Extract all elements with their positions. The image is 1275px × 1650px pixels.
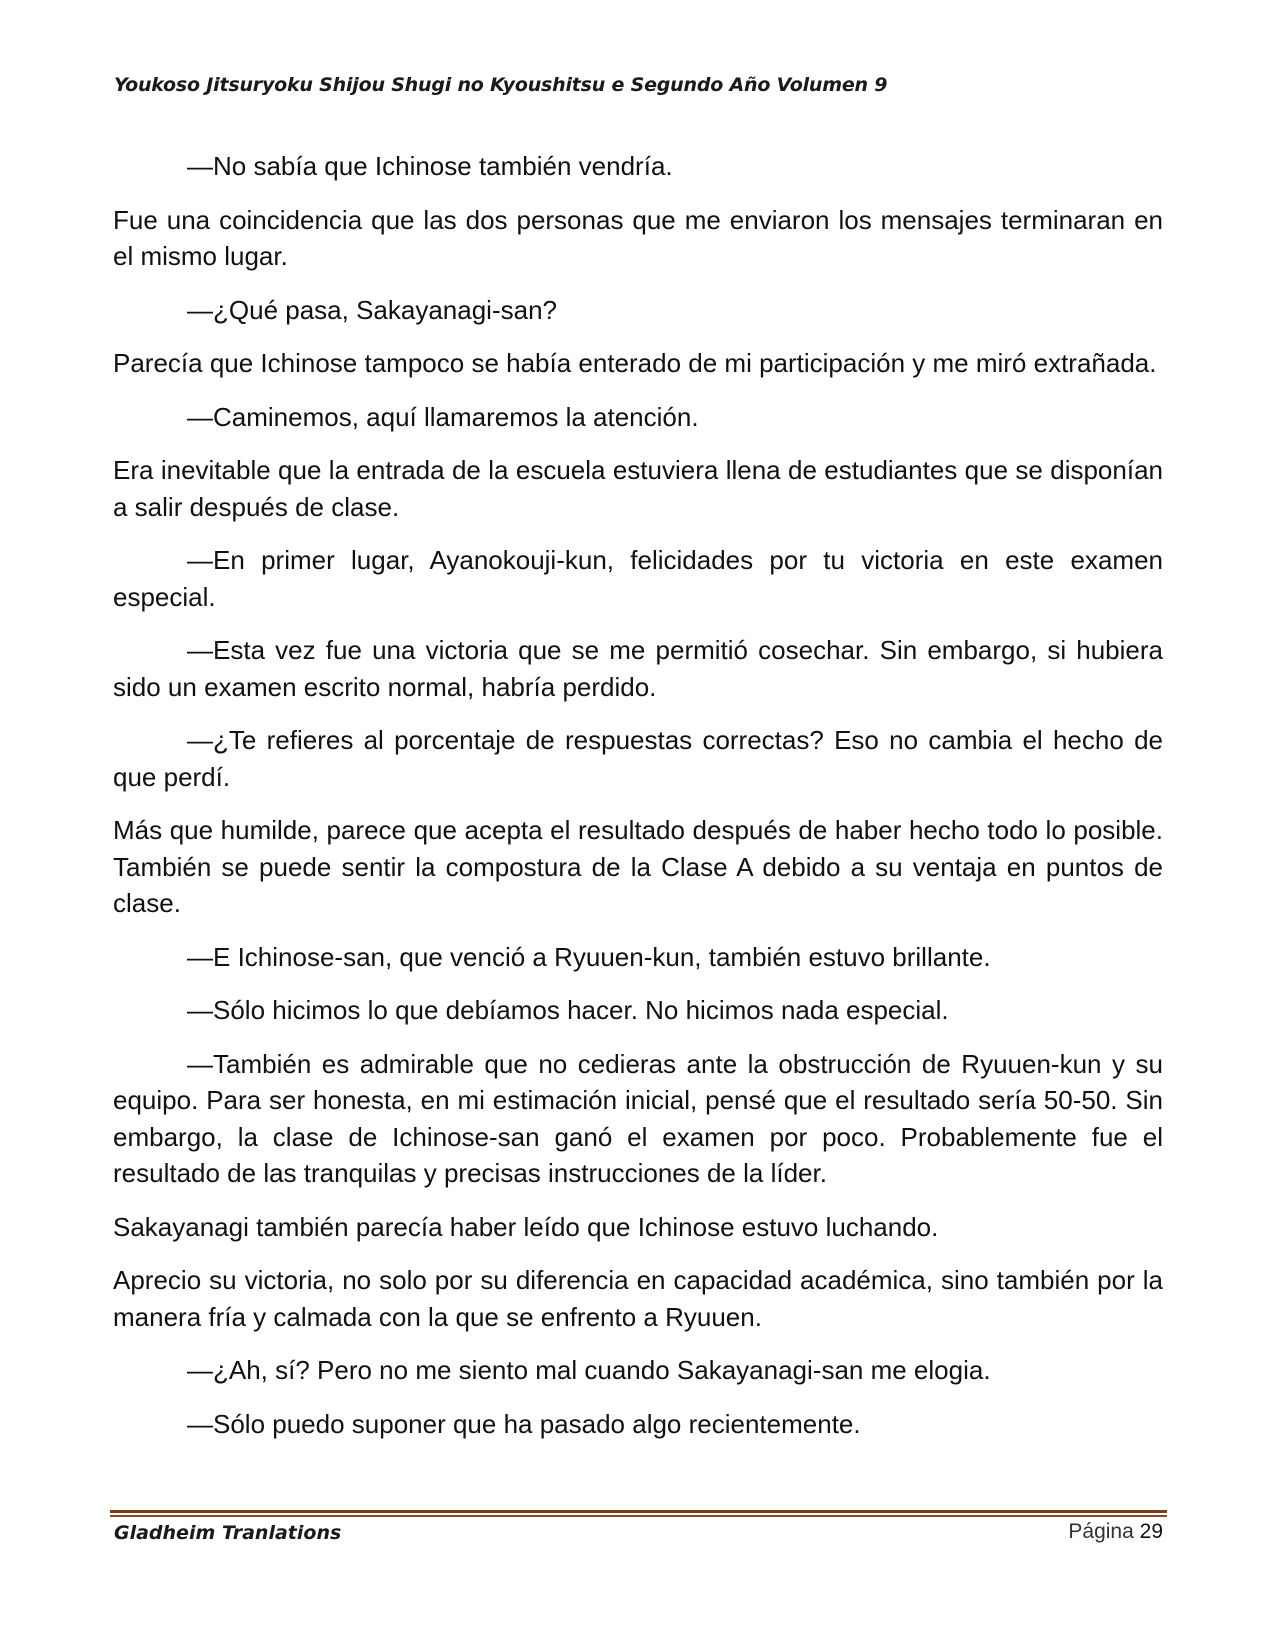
dialogue-paragraph: —En primer lugar, Ayanokouji-kun, felicidades por tu victoria en este examen especial. [113, 545, 1163, 612]
narration-paragraph: Parecía que Ichinose tampoco se había enterado de mi participación y me miró extrañada. [113, 348, 1157, 378]
dialogue-paragraph: —No sabía que Ichinose también vendría. [187, 151, 673, 181]
dialogue-paragraph: —¿Qué pasa, Sakayanagi-san? [187, 294, 557, 325]
narration-paragraph: Sakayanagi también parecía haber leído que Ichinose estuvo luchando. [113, 1211, 939, 1242]
narration-paragraph: Más que humilde, parece que acepta el resultado después de haber hecho todo lo posible. También se puede sentir la compostura de la Clase A debido a su ventaja en puntos de clase. [113, 815, 1163, 918]
footer-credit: Gladheim Tranlations [114, 1522, 342, 1544]
narration-paragraph: Era inevitable que la entrada de la escuela estuviera llena de estudiantes que se disponían a salir después de clase. [113, 455, 1163, 522]
page-number: 29 [1139, 1520, 1163, 1543]
dialogue-paragraph: —¿Te refieres al porcentaje de respuestas correctas? Eso no cambia el hecho de que perdí. [113, 725, 1163, 792]
page-indicator [1068, 1520, 1163, 1544]
dialogue-paragraph: —Sólo puedo suponer que ha pasado algo recientemente. [187, 1408, 861, 1439]
dialogue-paragraph: —E Ichinose-san, que venció a Ryuuen-kun, también estuvo brillante. [187, 941, 991, 972]
footer-divider [110, 1510, 1167, 1518]
page-label: Página [1068, 1520, 1134, 1543]
footer-divider-bottom-line [110, 1515, 1167, 1517]
narration-paragraph: Fue una coincidencia que las dos personas que me enviaron los mensajes terminaran en el mismo lugar. [113, 204, 1163, 271]
dialogue-paragraph: —¿Ah, sí? Pero no me siento mal cuando Sakayanagi-san me elogia. [187, 1355, 991, 1385]
dialogue-paragraph: —Esta vez fue una victoria que se me permitió cosechar. Sin embargo, si hubiera sido un examen escrito normal, habría perdido. [113, 635, 1163, 702]
running-header: Youkoso Jitsuryoku Shijou Shugi no Kyoushitsu e Segundo Año Volumen 9 [114, 74, 888, 96]
page-body [113, 148, 1163, 1459]
narration-paragraph: Aprecio su victoria, no solo por su diferencia en capacidad académica, sino también por la manera fría y calmada con la que se enfrento a Ryuuen. [113, 1265, 1163, 1332]
dialogue-paragraph: —Caminemos, aquí llamaremos la atención. [187, 401, 699, 432]
dialogue-paragraph: —También es admirable que no cedieras ante la obstrucción de Ryuuen-kun y su equipo. Para ser honesta, en mi estimación inicial, pensé que el resultado sería 50-50. Sin embargo, la clase de Ichinose-san ganó el examen por poco. Probablemente fue el resultado de las tranquilas y precisas instrucciones de la líder. [113, 1048, 1163, 1188]
footer-divider-top-line [110, 1510, 1167, 1513]
dialogue-paragraph: —Sólo hicimos lo que debíamos hacer. No hicimos nada especial. [187, 995, 949, 1025]
